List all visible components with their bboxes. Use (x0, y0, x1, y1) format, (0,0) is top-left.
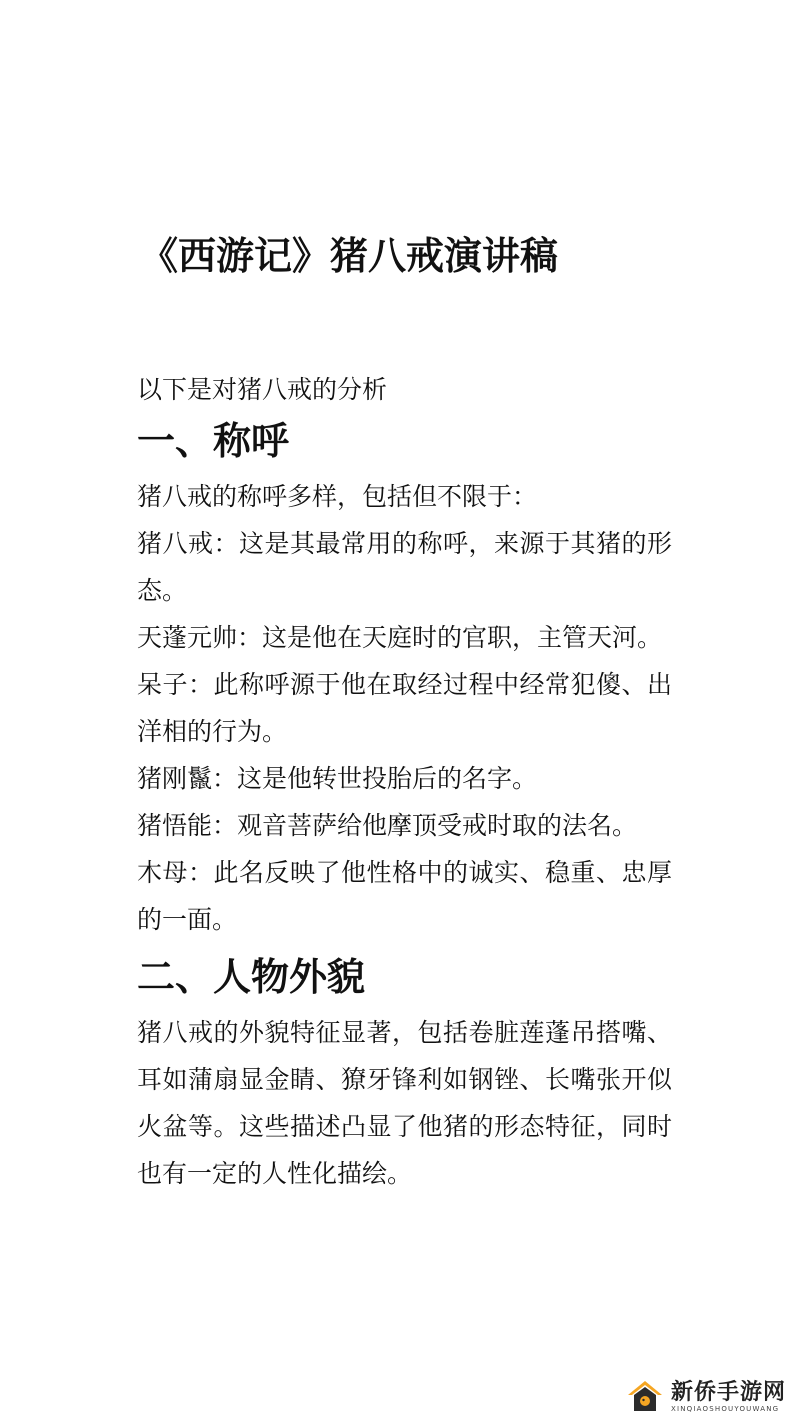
paragraph: 猪刚鬣：这是他转世投胎后的名字。 (137, 764, 538, 793)
paragraph: 猪悟能：观音菩萨给他摩顶受戒时取的法名。 (137, 811, 638, 840)
watermark-site-subtitle: XINQIAOSHOUYOUWANG (670, 1404, 780, 1413)
section-heading: 二、人物外貌 (137, 955, 366, 999)
document-title: 《西游记》猪八戒演讲稿 (140, 234, 559, 278)
section-appearance (137, 949, 672, 1197)
intro-text: 以下是对猪八戒的分析 (137, 375, 388, 404)
document-body (137, 366, 672, 1197)
paragraph: 木母：此名反映了他性格中的诚实、稳重、忠厚的一面。 (137, 858, 672, 934)
house-logo-icon (625, 1376, 665, 1416)
paragraph: 呆子：此称呼源于他在取经过程中经常犯傻、出洋相的行为。 (137, 670, 672, 746)
paragraph: 猪八戒的称呼多样，包括但不限于： (137, 482, 538, 511)
section-forms-of-address (137, 413, 672, 943)
section-heading: 一、称呼 (137, 419, 290, 463)
paragraph: 猪八戒的外貌特征显著，包括卷脏莲蓬吊搭嘴、耳如蒲扇显金睛、獠牙锋利如钢锉、长嘴张开似火盆等。这些描述凸显了他猪的形态特征，同时也有一定的人性化描绘。 (137, 1018, 672, 1188)
site-watermark (625, 1376, 786, 1416)
paragraph: 猪八戒：这是其最常用的称呼，来源于其猪的形态。 (137, 529, 672, 605)
paragraph: 天蓬元帅：这是他在天庭时的官职，主管天河。 (137, 623, 663, 652)
watermark-site-name: 新侨手游网 (670, 1378, 786, 1405)
